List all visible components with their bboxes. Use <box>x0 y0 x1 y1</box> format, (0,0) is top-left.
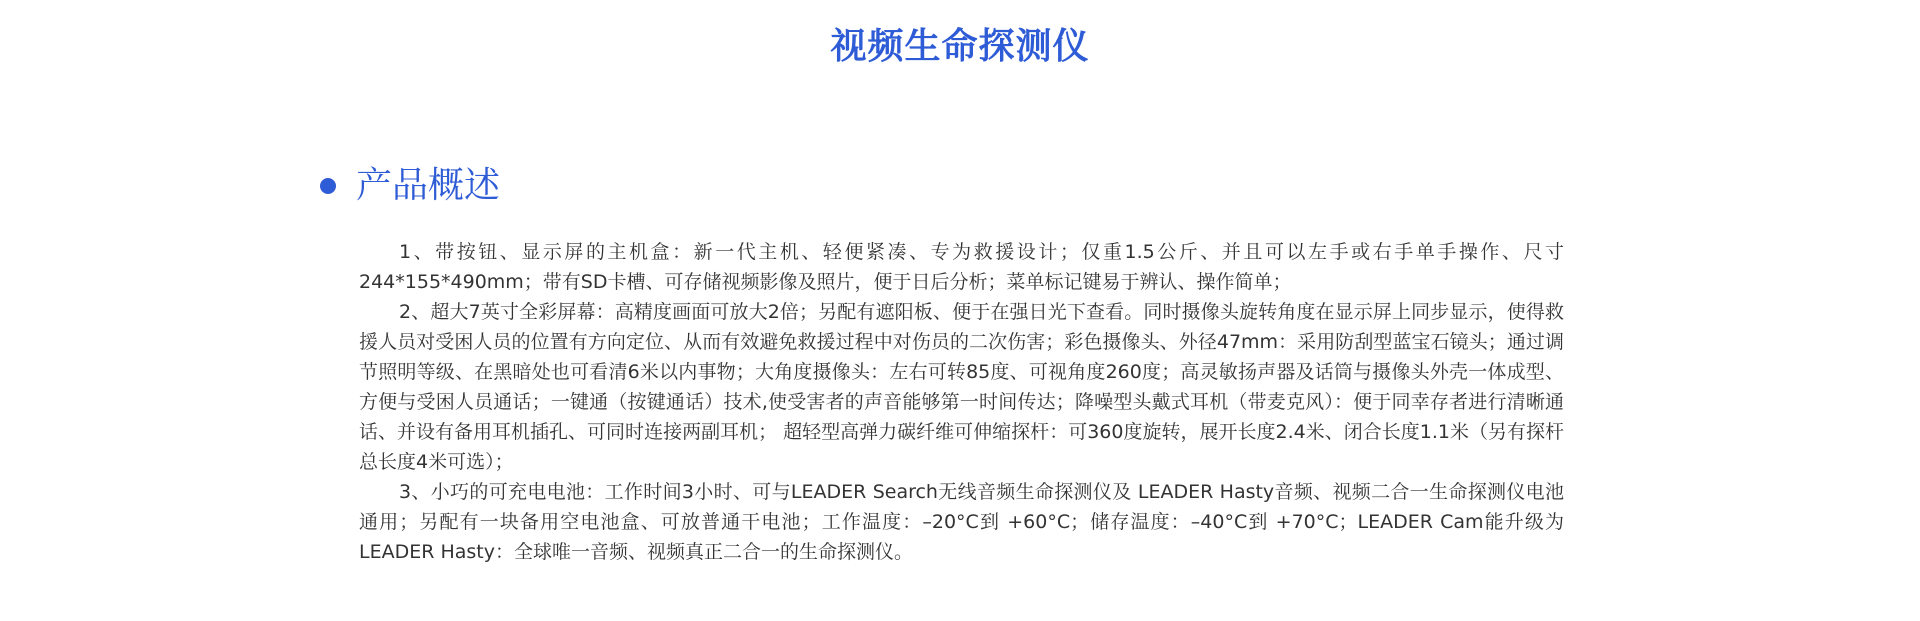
bullet-dot-icon <box>320 178 336 194</box>
paragraph-screen-camera: 2、超大7英寸全彩屏幕：高精度画面可放大2倍；另配有遮阳板、便于在强日光下查看。同时摄像头旋转角度在显示屏上同步显示，使得救援人员对受困人员的位置有方向定位、从而有效避免救援过程中对伤员的二次伤害；彩色摄像头、外径47mm：采用防刮型蓝宝石镜头；通过调节照明等级、在黑暗处也可看清6米以内事物；大角度摄像头：左右可转85度、可视角度260度；高灵敏扬声器及话筒与摄像头外壳一体成型、方便与受困人员通话；一键通（按键通话）技术,使受害者的声音能够第一时间传达；降噪型头戴式耳机（带麦克风）：便于同幸存者进行清晰通话、并设有备用耳机插孔、可同时连接两副耳机； 超轻型高弹力碳纤维可伸缩探杆：可360度旋转，展开长度2.4米、闭合长度1.1米（另有探杆总长度4米可选）； <box>359 301 1564 473</box>
product-overview-text <box>359 237 1564 567</box>
page-title: 视频生命探测仪 <box>830 26 1090 67</box>
section-heading-label: 产品概述 <box>356 165 501 206</box>
paragraph-main-unit: 1、带按钮、显示屏的主机盒：新一代主机、轻便紧凑、专为救援设计；仅重1.5公斤、并且可以左手或右手单手操作、尺寸244*155*490mm；带有SD卡槽、可存储视频影像及照片，便于日后分析；菜单标记键易于辨认、操作简单； <box>359 241 1564 293</box>
paragraph-battery: 3、小巧的可充电电池：工作时间3小时、可与LEADER Search无线音频生命探测仪及 LEADER Hasty音频、视频二合一生命探测仪电池通用；另配有一块备用空电池盒、可放普通干电池；工作温度：–20°C到 +60°C；储存温度：–40°C到 +70°C；LEADER Cam能升级为LEADER Hasty：全球唯一音频、视频真正二合一的生命探测仪。 <box>359 481 1564 563</box>
section-heading <box>320 163 500 209</box>
